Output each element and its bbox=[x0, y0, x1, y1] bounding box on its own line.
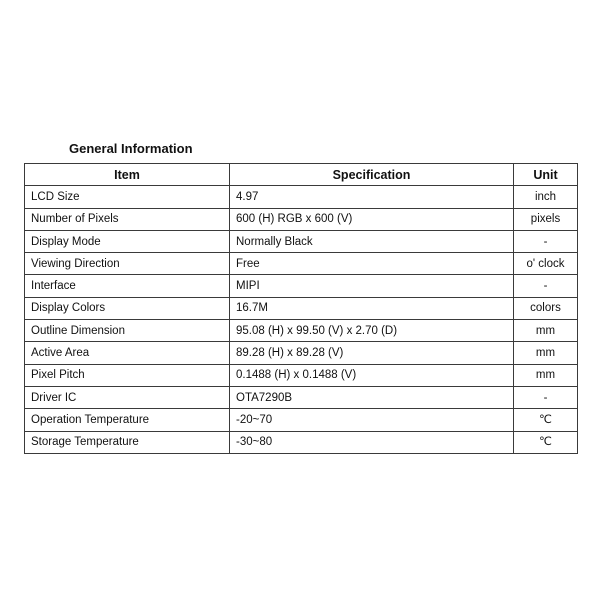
specification-cell: 600 (H) RGB x 600 (V) bbox=[230, 208, 514, 230]
item-cell: LCD Size bbox=[25, 186, 230, 208]
item-cell: Interface bbox=[25, 275, 230, 297]
table-row bbox=[25, 409, 578, 431]
table-row bbox=[25, 342, 578, 364]
specification-cell: -20~70 bbox=[230, 409, 514, 431]
table-header-row bbox=[25, 164, 578, 186]
item-cell: Driver IC bbox=[25, 386, 230, 408]
specification-cell: -30~80 bbox=[230, 431, 514, 453]
unit-cell: mm bbox=[514, 364, 578, 386]
column-header-specification: Specification bbox=[230, 164, 514, 186]
item-cell: Active Area bbox=[25, 342, 230, 364]
table-row bbox=[25, 364, 578, 386]
unit-cell: ℃ bbox=[514, 409, 578, 431]
unit-cell: mm bbox=[514, 342, 578, 364]
item-cell: Display Mode bbox=[25, 230, 230, 252]
table-row bbox=[25, 186, 578, 208]
section-title: General Information bbox=[69, 141, 193, 156]
table-row bbox=[25, 431, 578, 453]
specification-cell: 4.97 bbox=[230, 186, 514, 208]
unit-cell: - bbox=[514, 386, 578, 408]
column-header-item: Item bbox=[25, 164, 230, 186]
table-row bbox=[25, 208, 578, 230]
unit-cell: pixels bbox=[514, 208, 578, 230]
specification-cell: OTA7290B bbox=[230, 386, 514, 408]
unit-cell: o' clock bbox=[514, 253, 578, 275]
unit-cell: - bbox=[514, 275, 578, 297]
item-cell: Viewing Direction bbox=[25, 253, 230, 275]
specification-cell: MIPI bbox=[230, 275, 514, 297]
specification-cell: 95.08 (H) x 99.50 (V) x 2.70 (D) bbox=[230, 320, 514, 342]
unit-cell: - bbox=[514, 230, 578, 252]
unit-cell: inch bbox=[514, 186, 578, 208]
table-row bbox=[25, 230, 578, 252]
specification-cell: Normally Black bbox=[230, 230, 514, 252]
table-row bbox=[25, 297, 578, 319]
specification-cell: 0.1488 (H) x 0.1488 (V) bbox=[230, 364, 514, 386]
item-cell: Number of Pixels bbox=[25, 208, 230, 230]
item-cell: Display Colors bbox=[25, 297, 230, 319]
item-cell: Operation Temperature bbox=[25, 409, 230, 431]
item-cell: Storage Temperature bbox=[25, 431, 230, 453]
specification-cell: 16.7M bbox=[230, 297, 514, 319]
unit-cell: ℃ bbox=[514, 431, 578, 453]
unit-cell: mm bbox=[514, 320, 578, 342]
table-row bbox=[25, 386, 578, 408]
specification-table bbox=[24, 163, 578, 454]
unit-cell: colors bbox=[514, 297, 578, 319]
column-header-unit: Unit bbox=[514, 164, 578, 186]
item-cell: Outline Dimension bbox=[25, 320, 230, 342]
specification-cell: 89.28 (H) x 89.28 (V) bbox=[230, 342, 514, 364]
specification-cell: Free bbox=[230, 253, 514, 275]
table-row bbox=[25, 275, 578, 297]
table-row bbox=[25, 320, 578, 342]
table-row bbox=[25, 253, 578, 275]
item-cell: Pixel Pitch bbox=[25, 364, 230, 386]
